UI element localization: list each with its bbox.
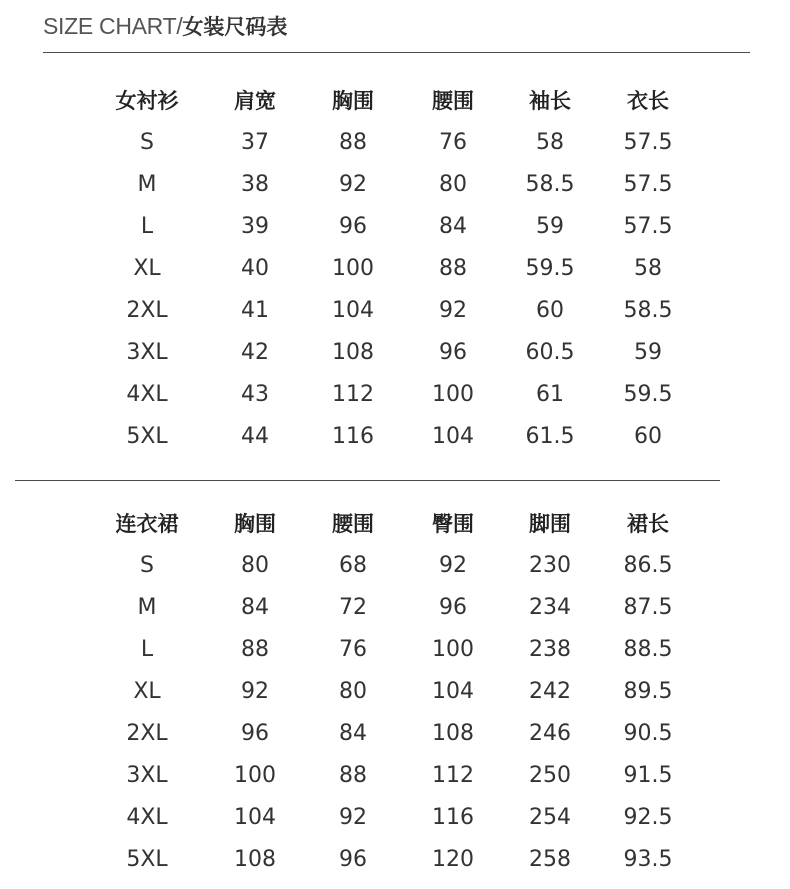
value-cell: 258 [529,847,571,872]
value-cell: 89.5 [623,679,673,704]
size-cell: 3XL [126,763,168,788]
size-cell: S [140,553,154,578]
table-row [0,122,790,164]
value-cell: 100 [432,382,474,407]
header-cell: 衣长 [627,89,669,113]
size-cell: 5XL [126,847,168,872]
value-cell: 57.5 [623,214,673,239]
value-cell: 80 [339,679,367,704]
value-cell: 76 [339,637,367,662]
value-cell: 59.5 [623,382,673,407]
value-cell: 84 [439,214,467,239]
value-cell: 104 [234,805,276,830]
header-cell: 脚围 [529,512,571,536]
header-cell: 肩宽 [234,89,276,113]
value-cell: 60 [536,298,564,323]
value-cell: 120 [432,847,474,872]
value-cell: 86.5 [623,553,673,578]
value-cell: 39 [241,214,269,239]
size-cell: L [140,637,154,662]
value-cell: 58.5 [525,172,575,197]
value-cell: 59.5 [525,256,575,281]
value-cell: 87.5 [623,595,673,620]
size-cell: XL [133,679,161,704]
value-cell: 68 [339,553,367,578]
size-cell: S [140,130,154,155]
value-cell: 40 [241,256,269,281]
value-cell: 238 [529,637,571,662]
header-cell: 胸围 [234,512,276,536]
table-row [0,671,790,713]
value-cell: 93.5 [623,847,673,872]
size-cell: M [137,172,157,197]
value-cell: 90.5 [623,721,673,746]
size-cell: M [137,595,157,620]
header-cell: 胸围 [332,89,374,113]
table-row [0,587,790,629]
header-cell: 臀围 [432,512,474,536]
value-cell: 58.5 [623,298,673,323]
table-row [0,797,790,839]
value-cell: 92 [241,679,269,704]
value-cell: 254 [529,805,571,830]
page-title [43,8,287,44]
size-cell: L [140,214,154,239]
value-cell: 246 [529,721,571,746]
value-cell: 80 [439,172,467,197]
value-cell: 92 [339,172,367,197]
value-cell: 96 [439,595,467,620]
header-cell: 裙长 [627,512,669,536]
table-row [0,374,790,416]
table-row [0,629,790,671]
value-cell: 230 [529,553,571,578]
value-cell: 58 [536,130,564,155]
header-cell: 女衬衫 [115,89,179,113]
value-cell: 116 [432,805,474,830]
value-cell: 41 [241,298,269,323]
value-cell: 43 [241,382,269,407]
value-cell: 100 [432,637,474,662]
value-cell: 88 [241,637,269,662]
value-cell: 76 [439,130,467,155]
value-cell: 96 [339,847,367,872]
value-cell: 44 [241,424,269,449]
dress-size-table [0,503,790,881]
size-cell: 2XL [126,298,168,323]
value-cell: 88.5 [623,637,673,662]
value-cell: 88 [439,256,467,281]
value-cell: 92 [439,553,467,578]
value-cell: 108 [432,721,474,746]
value-cell: 92.5 [623,805,673,830]
value-cell: 37 [241,130,269,155]
table-row [0,545,790,587]
value-cell: 60.5 [525,340,575,365]
size-cell: 5XL [126,424,168,449]
value-cell: 96 [339,214,367,239]
table-header-row [0,503,790,545]
value-cell: 100 [332,256,374,281]
value-cell: 96 [439,340,467,365]
header-cell: 袖长 [529,89,571,113]
table-row [0,248,790,290]
value-cell: 91.5 [623,763,673,788]
value-cell: 60 [634,424,662,449]
value-cell: 250 [529,763,571,788]
header-cell: 腰围 [332,512,374,536]
section-divider [15,480,720,481]
size-cell: XL [133,256,161,281]
table-row [0,755,790,797]
value-cell: 57.5 [623,172,673,197]
size-cell: 4XL [126,805,168,830]
value-cell: 58 [634,256,662,281]
value-cell: 61 [536,382,564,407]
value-cell: 88 [339,130,367,155]
title-english: SIZE CHART/ [43,13,183,39]
table-row [0,332,790,374]
value-cell: 112 [332,382,374,407]
value-cell: 61.5 [525,424,575,449]
value-cell: 59 [634,340,662,365]
value-cell: 100 [234,763,276,788]
value-cell: 108 [332,340,374,365]
table-row [0,164,790,206]
size-cell: 3XL [126,340,168,365]
value-cell: 116 [332,424,374,449]
table-row [0,839,790,881]
header-cell: 连衣裙 [115,512,179,536]
value-cell: 234 [529,595,571,620]
value-cell: 112 [432,763,474,788]
table-row [0,206,790,248]
value-cell: 92 [339,805,367,830]
title-chinese: 女装尺码表 [182,15,288,39]
value-cell: 57.5 [623,130,673,155]
value-cell: 96 [241,721,269,746]
table-row [0,290,790,332]
value-cell: 242 [529,679,571,704]
value-cell: 38 [241,172,269,197]
value-cell: 80 [241,553,269,578]
table-header-row [0,80,790,122]
table-row [0,416,790,458]
value-cell: 108 [234,847,276,872]
value-cell: 84 [339,721,367,746]
header-divider [43,52,750,53]
size-cell: 4XL [126,382,168,407]
size-cell: 2XL [126,721,168,746]
shirt-size-table [0,80,790,458]
value-cell: 88 [339,763,367,788]
value-cell: 42 [241,340,269,365]
value-cell: 104 [432,424,474,449]
value-cell: 59 [536,214,564,239]
value-cell: 84 [241,595,269,620]
value-cell: 72 [339,595,367,620]
header-cell: 腰围 [432,89,474,113]
value-cell: 104 [432,679,474,704]
value-cell: 104 [332,298,374,323]
value-cell: 92 [439,298,467,323]
table-row [0,713,790,755]
